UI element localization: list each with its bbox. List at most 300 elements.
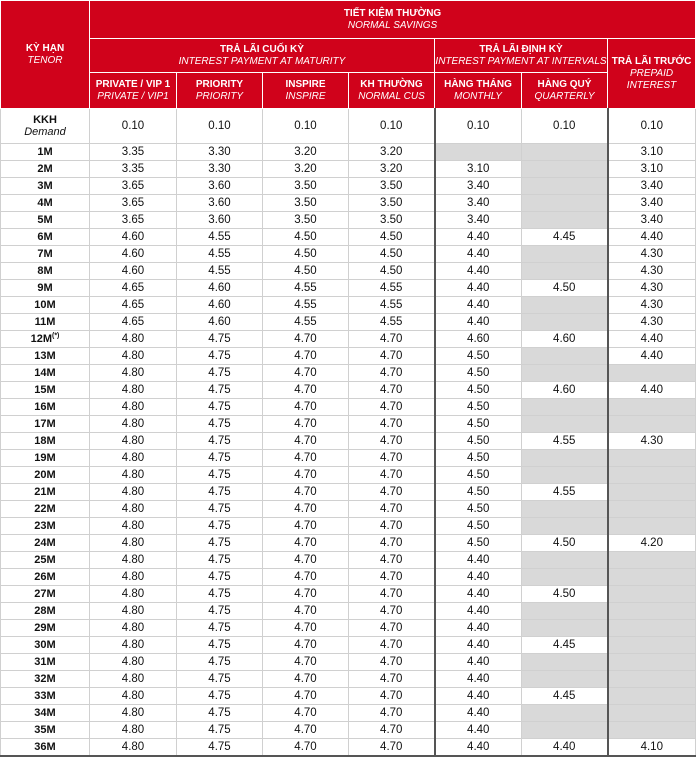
rate-cell: 4.40 (608, 382, 696, 399)
inspire-vi: INSPIRE (285, 78, 326, 90)
rate-cell: 4.80 (90, 739, 177, 757)
tenor-label: 25M (34, 554, 56, 566)
table-row (1, 739, 696, 757)
rate-cell: 4.70 (349, 586, 435, 603)
rate-cell: 4.70 (349, 739, 435, 757)
rate-cell: 4.50 (263, 229, 349, 246)
rate-cell (608, 637, 696, 654)
rate-cell (522, 161, 608, 178)
quarterly-header (522, 73, 608, 109)
rate-cell: 4.40 (435, 569, 522, 586)
rate-cell: 4.65 (90, 297, 177, 314)
tenor-header-en: TENOR (27, 54, 63, 66)
rate-cell: 4.45 (522, 637, 608, 654)
normal-savings-header (90, 1, 696, 39)
rate-cell: 4.70 (349, 399, 435, 416)
rate-cell (522, 569, 608, 586)
rate-cell (608, 501, 696, 518)
rate-cell: 3.20 (349, 144, 435, 161)
rate-cell: 4.60 (177, 280, 263, 297)
tenor-label: 31M (34, 656, 56, 668)
rate-cell: 4.75 (177, 484, 263, 501)
rate-cell: 4.75 (177, 739, 263, 757)
rate-cell: 4.80 (90, 399, 177, 416)
rate-cell: 4.60 (522, 331, 608, 348)
rate-cell: 4.80 (90, 569, 177, 586)
rate-cell: 0.10 (177, 109, 263, 144)
rate-cell: 4.55 (349, 314, 435, 331)
rate-cell: 4.40 (435, 637, 522, 654)
rate-cell: 4.40 (435, 739, 522, 757)
rate-cell: 3.65 (90, 195, 177, 212)
rate-cell (522, 450, 608, 467)
tenor-label: 15M (34, 384, 56, 396)
rate-cell: 4.70 (349, 450, 435, 467)
rate-cell: 4.10 (608, 739, 696, 757)
rate-cell: 4.75 (177, 603, 263, 620)
rate-cell: 4.80 (90, 433, 177, 450)
rate-cell: 4.70 (263, 739, 349, 757)
tenor-cell (1, 178, 90, 195)
table-row (1, 161, 696, 178)
rate-cell: 3.50 (349, 178, 435, 195)
tenor-cell (1, 739, 90, 757)
rate-cell (608, 705, 696, 722)
rate-cell: 4.60 (90, 246, 177, 263)
tenor-cell (1, 722, 90, 739)
tenor-cell (1, 467, 90, 484)
rate-cell (522, 501, 608, 518)
rate-cell: 4.40 (435, 229, 522, 246)
rate-cell: 4.80 (90, 654, 177, 671)
rate-cell (522, 144, 608, 161)
tenor-label: 11M (34, 316, 56, 328)
intervals-en: INTEREST PAYMENT AT INTERVALS (435, 55, 607, 67)
rate-cell: 4.75 (177, 382, 263, 399)
rate-cell: 4.70 (263, 620, 349, 637)
tenor-cell (1, 161, 90, 178)
rate-cell: 4.80 (90, 348, 177, 365)
rate-cell: 4.80 (90, 552, 177, 569)
tenor-label: 36M (34, 741, 56, 753)
rate-cell (522, 671, 608, 688)
table-row (1, 467, 696, 484)
rate-cell: 4.70 (263, 433, 349, 450)
rate-cell: 4.55 (177, 263, 263, 280)
normal-cus-en: NORMAL CUS (358, 90, 425, 102)
rate-cell: 4.50 (435, 382, 522, 399)
rate-cell (522, 314, 608, 331)
tenor-label: 23M (34, 520, 56, 532)
tenor-label: 20M (34, 469, 56, 481)
rate-cell: 4.70 (349, 637, 435, 654)
rate-cell: 4.50 (435, 416, 522, 433)
rate-cell: 4.75 (177, 688, 263, 705)
tenor-label: 2M (37, 163, 53, 175)
rate-cell: 3.35 (90, 161, 177, 178)
tenor-cell (1, 535, 90, 552)
rate-cell: 4.70 (263, 552, 349, 569)
tenor-label: 4M (37, 197, 53, 209)
rate-cell: 4.70 (263, 705, 349, 722)
rate-cell: 4.30 (608, 297, 696, 314)
rate-cell: 4.80 (90, 620, 177, 637)
priority-vi: PRIORITY (195, 78, 244, 90)
rate-cell (435, 144, 522, 161)
private-header (90, 73, 177, 109)
tenor-label: 9M (37, 282, 53, 294)
rate-cell: 4.75 (177, 671, 263, 688)
rate-cell: 4.65 (90, 314, 177, 331)
tenor-cell (1, 212, 90, 229)
rate-cell: 4.80 (90, 671, 177, 688)
inspire-en: INSPIRE (285, 90, 326, 102)
rate-cell: 4.50 (435, 365, 522, 382)
table-row (1, 688, 696, 705)
rate-cell (608, 416, 696, 433)
rate-cell: 4.80 (90, 416, 177, 433)
tenor-cell (1, 586, 90, 603)
rate-cell: 3.65 (90, 212, 177, 229)
rate-cell: 4.40 (435, 586, 522, 603)
rate-cell: 4.70 (349, 518, 435, 535)
rate-cell: 3.35 (90, 144, 177, 161)
tenor-header-vi: KỲ HẠN (25, 42, 65, 54)
table-row (1, 109, 696, 144)
rate-cell: 4.55 (263, 280, 349, 297)
rate-cell: 4.30 (608, 246, 696, 263)
tenor-cell (1, 433, 90, 450)
intervals-vi: TRẢ LÃI ĐỊNH KỲ (479, 43, 563, 55)
rate-cell: 4.40 (435, 280, 522, 297)
rate-cell (608, 654, 696, 671)
table-row (1, 314, 696, 331)
rate-cell: 4.75 (177, 399, 263, 416)
rate-cell: 4.70 (349, 365, 435, 382)
rate-cell: 4.60 (177, 297, 263, 314)
tenor-cell (1, 280, 90, 297)
rate-cell: 4.80 (90, 365, 177, 382)
rate-cell: 3.40 (435, 195, 522, 212)
tenor-cell (1, 263, 90, 280)
table-row (1, 297, 696, 314)
private-vi: PRIVATE / VIP 1 (95, 78, 171, 90)
rate-cell: 4.55 (349, 280, 435, 297)
rate-cell: 4.60 (177, 314, 263, 331)
tenor-label: 24M (34, 537, 56, 549)
rate-cell: 3.40 (435, 212, 522, 229)
rate-cell: 4.70 (349, 688, 435, 705)
rate-cell: 4.50 (435, 399, 522, 416)
normal-cus-header (349, 73, 435, 109)
tenor-label: 14M (34, 367, 56, 379)
rate-cell: 3.60 (177, 212, 263, 229)
rate-cell: 4.70 (349, 348, 435, 365)
rate-cell: 4.70 (349, 484, 435, 501)
maturity-en: INTEREST PAYMENT AT MATURITY (178, 55, 346, 67)
rate-cell: 4.70 (349, 501, 435, 518)
tenor-label: 27M (34, 588, 56, 600)
maturity-vi: TRẢ LÃI CUỐI KỲ (220, 43, 304, 55)
table-row (1, 280, 696, 297)
rate-cell (608, 484, 696, 501)
tenor-cell (1, 365, 90, 382)
tenor-note: (*) (52, 332, 60, 340)
rate-cell: 4.70 (263, 586, 349, 603)
rate-cell: 4.70 (263, 518, 349, 535)
tenor-cell (1, 671, 90, 688)
rate-cell (522, 195, 608, 212)
rate-cell: 4.55 (177, 246, 263, 263)
rate-cell: 4.80 (90, 637, 177, 654)
table-row (1, 552, 696, 569)
rate-cell: 4.70 (349, 416, 435, 433)
maturity-header (90, 39, 435, 73)
rate-cell: 4.60 (90, 263, 177, 280)
tenor-cell (1, 109, 90, 144)
rate-cell (522, 416, 608, 433)
tenor-label: 16M (34, 401, 56, 413)
rate-cell: 3.50 (349, 212, 435, 229)
rate-cell: 4.50 (435, 518, 522, 535)
tenor-cell (1, 382, 90, 399)
table-row (1, 178, 696, 195)
rate-cell: 4.70 (263, 365, 349, 382)
rate-cell: 4.70 (263, 399, 349, 416)
table-row (1, 518, 696, 535)
rate-cell: 4.75 (177, 365, 263, 382)
tenor-label: 17M (34, 418, 56, 430)
rate-cell: 3.30 (177, 144, 263, 161)
rate-cell: 3.50 (263, 195, 349, 212)
table-row (1, 535, 696, 552)
rate-cell (608, 450, 696, 467)
rate-cell: 4.70 (349, 433, 435, 450)
tenor-cell (1, 569, 90, 586)
table-row (1, 365, 696, 382)
rate-cell: 4.40 (435, 246, 522, 263)
rate-cell: 4.50 (522, 535, 608, 552)
rate-cell: 4.70 (263, 484, 349, 501)
rate-cell (522, 246, 608, 263)
prepaid-vi: TRẢ LÃI TRƯỚC (611, 55, 692, 67)
rate-cell (608, 552, 696, 569)
inspire-header (263, 73, 349, 109)
table-row (1, 212, 696, 229)
rate-cell: 4.75 (177, 586, 263, 603)
tenor-label: 28M (34, 605, 56, 617)
tenor-cell (1, 501, 90, 518)
priority-en: PRIORITY (195, 90, 244, 102)
rate-cell (608, 569, 696, 586)
rate-cell: 4.70 (263, 671, 349, 688)
rate-cell: 4.75 (177, 331, 263, 348)
tenor-label: 10M (34, 299, 56, 311)
tenor-label: 18M (34, 435, 56, 447)
rate-cell: 4.40 (435, 705, 522, 722)
rate-cell: 4.70 (263, 722, 349, 739)
rate-cell: 4.30 (608, 314, 696, 331)
tenor-cell (1, 518, 90, 535)
rate-cell: 4.50 (435, 433, 522, 450)
rate-cell: 4.75 (177, 569, 263, 586)
prepaid-en: PREPAID INTEREST (626, 67, 677, 91)
tenor-label: 32M (34, 673, 56, 685)
tenor-label: 8M (37, 265, 53, 277)
tenor-label: 1M (37, 146, 53, 158)
rate-cell: 3.20 (263, 161, 349, 178)
tenor-label: 30M (34, 639, 56, 651)
rate-cell: 0.10 (435, 109, 522, 144)
tenor-label: 19M (34, 452, 56, 464)
table-row (1, 586, 696, 603)
table-row (1, 246, 696, 263)
rate-cell: 4.80 (90, 518, 177, 535)
rate-cell: 3.30 (177, 161, 263, 178)
tenor-header (1, 1, 90, 109)
tenor-cell (1, 399, 90, 416)
rate-cell: 4.75 (177, 722, 263, 739)
tenor-cell (1, 348, 90, 365)
rate-cell: 4.40 (608, 331, 696, 348)
rate-cell: 3.50 (263, 178, 349, 195)
rate-cell: 4.70 (263, 535, 349, 552)
rate-cell: 4.60 (435, 331, 522, 348)
rate-cell: 4.70 (349, 671, 435, 688)
rate-cell: 4.75 (177, 637, 263, 654)
rate-cell: 3.40 (608, 212, 696, 229)
rate-cell: 3.50 (263, 212, 349, 229)
rate-cell: 4.75 (177, 416, 263, 433)
rate-cell: 4.30 (608, 433, 696, 450)
rate-cell: 4.50 (435, 535, 522, 552)
rate-cell: 4.75 (177, 348, 263, 365)
tenor-cell (1, 552, 90, 569)
rate-cell (522, 365, 608, 382)
rate-cell: 4.50 (435, 484, 522, 501)
rate-cell: 0.10 (90, 109, 177, 144)
quarterly-vi: HÀNG QUÝ (537, 78, 592, 90)
tenor-label: 29M (34, 622, 56, 634)
rate-cell (522, 212, 608, 229)
rate-cell: 4.40 (435, 314, 522, 331)
rate-cell: 4.50 (349, 246, 435, 263)
rate-cell: 4.80 (90, 501, 177, 518)
table-row (1, 654, 696, 671)
tenor-label-en: Demand (24, 126, 66, 138)
tenor-label: 35M (34, 724, 56, 736)
tenor-cell (1, 229, 90, 246)
rate-cell (522, 518, 608, 535)
rate-cell: 0.10 (349, 109, 435, 144)
rate-cell: 4.30 (608, 280, 696, 297)
rate-cell: 4.80 (90, 603, 177, 620)
rate-cell: 4.45 (522, 229, 608, 246)
rate-cell (608, 620, 696, 637)
tenor-label: 5M (37, 214, 53, 226)
rate-cell: 4.80 (90, 688, 177, 705)
normal-savings-en: NORMAL SAVINGS (347, 19, 438, 31)
rate-cell: 4.75 (177, 467, 263, 484)
rate-cell: 3.65 (90, 178, 177, 195)
private-en: PRIVATE / VIP1 (97, 90, 169, 102)
table-row (1, 501, 696, 518)
rate-cell: 4.50 (522, 280, 608, 297)
tenor-cell (1, 297, 90, 314)
rate-cell: 4.70 (349, 382, 435, 399)
rate-cell: 4.40 (435, 722, 522, 739)
rate-cell: 4.80 (90, 722, 177, 739)
table-row (1, 399, 696, 416)
rate-cell: 4.40 (435, 654, 522, 671)
rate-cell: 4.55 (349, 297, 435, 314)
rate-cell: 4.55 (177, 229, 263, 246)
table-row (1, 671, 696, 688)
rate-cell (522, 263, 608, 280)
tenor-cell (1, 331, 90, 348)
table-row (1, 620, 696, 637)
tenor-cell (1, 688, 90, 705)
table-row (1, 705, 696, 722)
tenor-cell (1, 195, 90, 212)
rate-table-body (1, 109, 696, 757)
rate-cell (522, 467, 608, 484)
rate-cell: 4.70 (263, 501, 349, 518)
tenor-label: 21M (34, 486, 56, 498)
rate-cell: 4.70 (263, 603, 349, 620)
table-row (1, 637, 696, 654)
rate-cell: 3.60 (177, 178, 263, 195)
rate-cell: 0.10 (522, 109, 608, 144)
tenor-cell (1, 484, 90, 501)
rate-cell (522, 620, 608, 637)
rate-cell: 4.50 (349, 229, 435, 246)
tenor-cell (1, 144, 90, 161)
rate-cell: 4.75 (177, 518, 263, 535)
rate-cell: 4.70 (349, 535, 435, 552)
tenor-cell (1, 246, 90, 263)
rate-cell (522, 722, 608, 739)
tenor-label: 6M (37, 231, 53, 243)
rate-cell (608, 518, 696, 535)
rate-cell: 4.30 (608, 263, 696, 280)
tenor-label: 12M (30, 333, 52, 345)
rate-cell: 4.75 (177, 620, 263, 637)
rate-cell (608, 399, 696, 416)
rate-cell: 4.70 (263, 416, 349, 433)
rate-cell: 4.70 (349, 722, 435, 739)
rate-cell: 3.10 (608, 144, 696, 161)
rate-cell: 4.45 (522, 688, 608, 705)
rate-cell: 4.40 (435, 688, 522, 705)
rate-cell: 3.20 (349, 161, 435, 178)
table-row (1, 348, 696, 365)
rate-cell (522, 705, 608, 722)
rate-cell: 4.75 (177, 552, 263, 569)
rate-cell: 4.80 (90, 331, 177, 348)
tenor-label: 22M (34, 503, 56, 515)
rate-cell (522, 399, 608, 416)
rate-cell: 4.70 (263, 450, 349, 467)
rate-cell: 4.60 (522, 382, 608, 399)
rate-cell: 4.75 (177, 654, 263, 671)
normal-savings-vi: TIẾT KIỆM THƯỜNG (343, 7, 442, 19)
monthly-vi: HÀNG THÁNG (444, 78, 512, 90)
rate-cell: 4.70 (349, 331, 435, 348)
prepaid-header (608, 39, 696, 109)
rate-cell: 4.50 (435, 450, 522, 467)
rate-cell: 3.60 (177, 195, 263, 212)
